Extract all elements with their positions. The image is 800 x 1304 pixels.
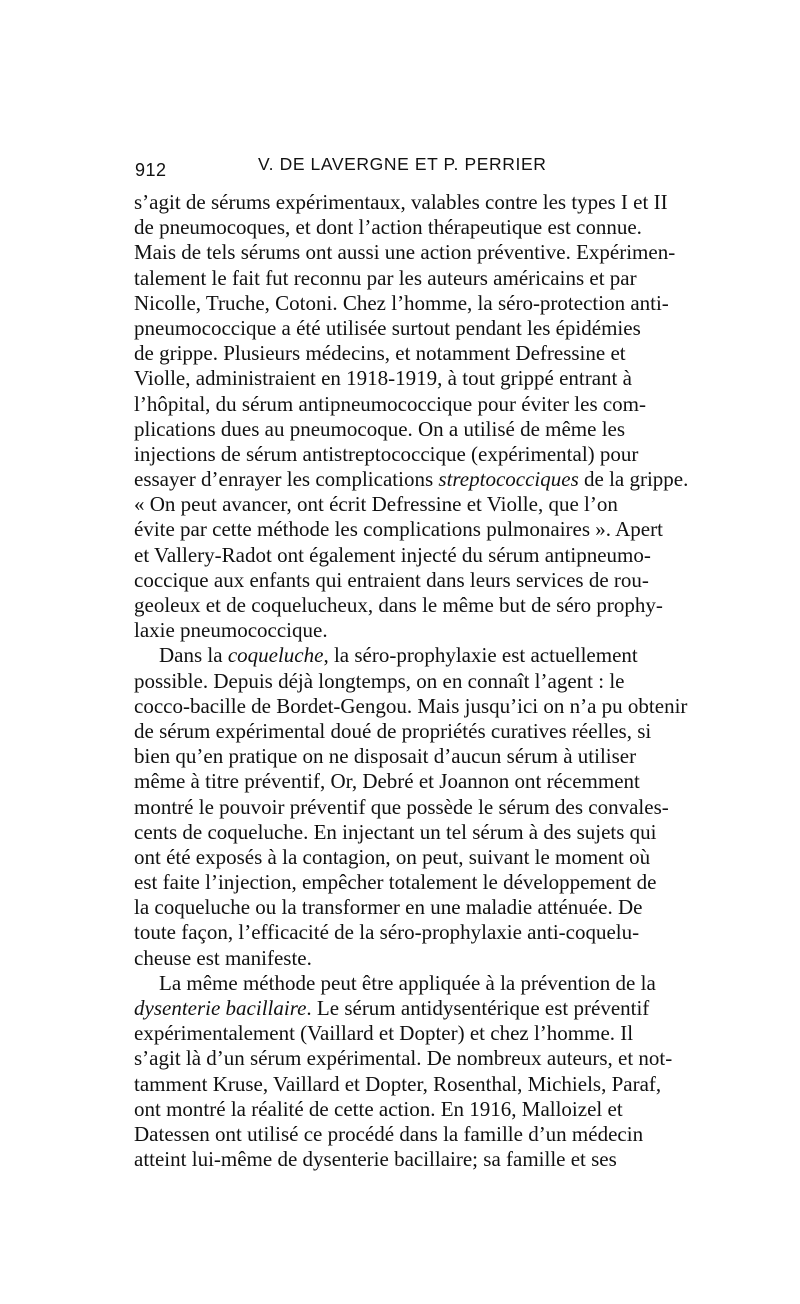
text-line (134, 920, 709, 945)
line-text: pneumococcique a été utilisée surtout pendant les épidémies (134, 315, 641, 340)
text-line (134, 316, 709, 341)
text-line (134, 1097, 709, 1122)
line-text: Datessen ont utilisé ce procédé dans la famille d’un médecin (134, 1121, 644, 1146)
line-text: injections de sérum antistreptococcique (expérimental) pour (134, 441, 639, 466)
line-text: de sérum expérimental doué de propriétés curatives réelles, si (134, 718, 652, 743)
line-text: l’hôpital, du sérum antipneumococcique pour éviter les com- (134, 391, 647, 416)
text-line (134, 517, 709, 542)
line-text: ont été exposés à la contagion, on peut, suivant le moment où (134, 844, 651, 869)
line-text: évite par cette méthode les complications pulmonaires ». Apert (134, 517, 663, 542)
text-line (134, 946, 709, 971)
text-line (134, 341, 709, 366)
text-line (134, 543, 709, 568)
line-text: Dans la (159, 643, 228, 668)
line-text: tamment Kruse, Vaillard et Dopter, Rosenthal, Michiels, Paraf, (134, 1071, 662, 1096)
line-text: Nicolle, Truche, Cotoni. Chez l’homme, la séro-protection anti- (134, 290, 669, 315)
line-text: geoleux et de coquelucheux, dans le même but de séro prophy- (134, 593, 663, 617)
italic-term: dysenterie bacillaire (134, 996, 307, 1020)
text-line (134, 568, 709, 593)
text-line (134, 769, 709, 794)
line-text: toute façon, l’efficacité de la séro-prophylaxie anti-coquelu- (134, 920, 640, 945)
text-line (134, 643, 709, 668)
line-text: Mais de tels sérums ont aussi une action préventive. Expérimen- (134, 240, 676, 265)
text-line (134, 467, 709, 492)
text-line (134, 996, 709, 1021)
line-text: expérimentalement (Vaillard et Dopter) et chez l’homme. Il (134, 1021, 634, 1046)
line-text: s’agit là d’un sérum expérimental. De nombreux auteurs, et not- (134, 1046, 673, 1071)
text-line (134, 1122, 709, 1147)
text-line (134, 895, 709, 920)
line-text-continued: . Le sérum antidysentérique est préventif (306, 996, 650, 1020)
line-text: est faite l’injection, empêcher totalement le développement de (134, 870, 657, 895)
italic-term: streptococciques (438, 467, 579, 492)
text-line (134, 492, 709, 517)
text-line (134, 417, 709, 442)
line-text: talement le fait fut reconnu par les auteurs américains et par (134, 265, 637, 290)
text-line (134, 870, 709, 895)
line-text: laxie pneumococcique. (134, 618, 328, 643)
text-line (134, 190, 709, 215)
line-text: même à titre préventif, Or, Debré et Joannon ont récemment (134, 769, 640, 794)
italic-term: coqueluche (227, 643, 324, 668)
line-text: possible. Depuis déjà longtemps, on en connaît l’agent : le (134, 668, 625, 693)
running-header (135, 152, 715, 188)
text-line (134, 694, 709, 719)
line-text: cents de coqueluche. En injectant un tel sérum à des sujets qui (134, 819, 657, 844)
line-text: montré le pouvoir préventif que possède le sérum des convales- (134, 794, 669, 819)
line-text: cheuse est manifeste. (134, 945, 312, 970)
text-line (134, 1046, 709, 1071)
line-text: Violle, administraient en 1918-1919, à tout grippé entrant à (134, 366, 632, 391)
text-line (134, 845, 709, 870)
line-text: cocco-bacille de Bordet-Gengou. Mais jusqu’ici on n’a pu obtenir (134, 693, 688, 718)
line-text: de grippe. Plusieurs médecins, et notamment Defressine et (134, 341, 626, 366)
text-line (134, 1072, 709, 1097)
line-text: bien qu’en pratique on ne disposait d’aucun sérum à utiliser (134, 744, 637, 769)
line-text: plications dues au pneumocoque. On a utilisé de même les (134, 416, 626, 441)
line-text: atteint lui-même de dysenterie bacillaire; sa famille et ses (134, 1147, 617, 1172)
line-text: de pneumocoques, et dont l’action thérapeutique est connue. (134, 215, 642, 240)
text-line (134, 291, 709, 316)
text-line (134, 719, 709, 744)
running-title: V. DE LAVERGNE ET P. PERRIER (258, 154, 547, 174)
line-text: coccique aux enfants qui entraient dans leurs services de rou- (134, 567, 649, 592)
text-line (134, 618, 709, 643)
text-line (134, 593, 709, 618)
text-line (134, 1021, 709, 1046)
line-text: et Vallery-Radot ont également injecté du sérum antipneumo- (134, 542, 651, 567)
body-text (134, 190, 709, 1172)
text-line (134, 669, 709, 694)
line-text: s’agit de sérums expérimentaux, valables contre les types I et II (134, 190, 668, 214)
text-line (134, 744, 709, 769)
text-line (134, 1147, 709, 1172)
line-text: ont montré la réalité de cette action. En 1916, Malloizel et (134, 1096, 623, 1121)
page-number: 912 (135, 160, 167, 180)
line-text: La même méthode peut être appliquée à la prévention de la (159, 970, 656, 995)
text-line (134, 795, 709, 820)
text-line (134, 215, 709, 240)
line-text: « On peut avancer, ont écrit Defressine et Violle, que l’on (134, 492, 618, 517)
text-line (134, 266, 709, 291)
text-line (134, 820, 709, 845)
line-text-continued: , la séro-prophylaxie est actuellement (323, 643, 638, 668)
line-text-continued: de la grippe. (578, 467, 689, 492)
text-line (134, 442, 709, 467)
text-line (134, 971, 709, 996)
text-line (134, 392, 709, 417)
text-line (134, 240, 709, 265)
line-text: essayer d’enrayer les complications (134, 467, 439, 492)
text-line (134, 366, 709, 391)
line-text: la coqueluche ou la transformer en une maladie atténuée. De (134, 895, 643, 920)
